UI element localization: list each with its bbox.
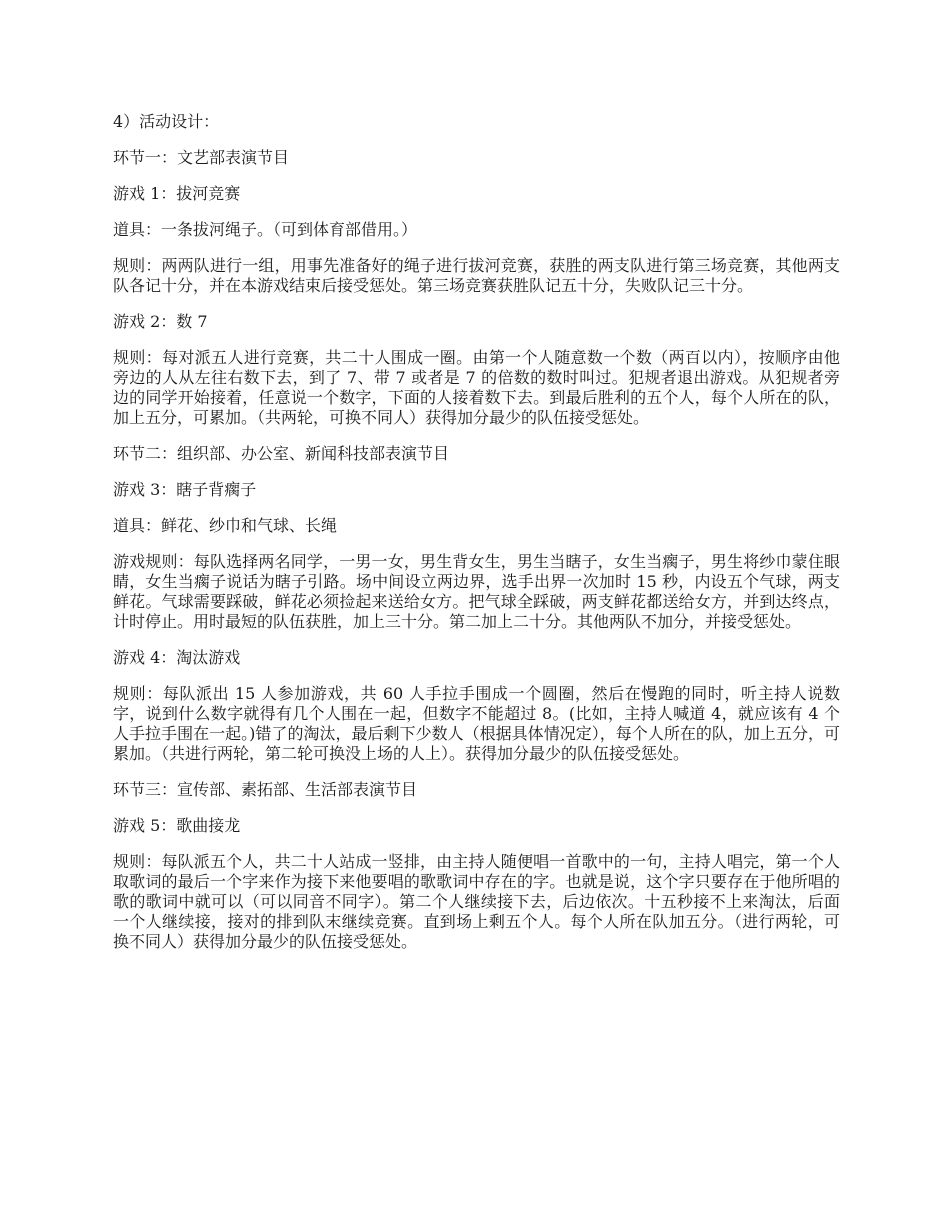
game-rules-3: 游戏规则：每队选择两名同学，一男一女，男生背女生，男生当瞎子，女生当瘸子，男生将纱巾蒙住眼睛，女生当瘸子说话为瞎子引路。场中间设立两边界，选手出界一次加时 15 秒，内设五个气球，两支鲜花。气球需要踩破，鲜花必须捡起来送给女方。把气球全踩破，两支鲜花都送给女方，并到达终点，计时停止。用时最短的队伍获胜，加上三十分。第二加上二十分。其他两队不加分，并接受惩处。	[113, 552, 840, 631]
game-rules-4: 规则：每队派出 15 人参加游戏，共 60 人手拉手围成一个圆圈，然后在慢跑的同时，听主持人说数字，说到什么数字就得有几个人围在一起，但数字不能超过 8。(比如，主持人喊道 4，就应该有 4 个人手拉手围在一起。)错了的淘汰，最后剩下少数人（根据具体情况定），每个人所在的队，加上五分，可累加。（共进行两轮，第二轮可换没上场的人上）。获得加分最少的队伍接受惩处。	[113, 684, 840, 763]
game-props-1: 道具：一条拔河绳子。（可到体育部借用。）	[113, 220, 418, 239]
game-title-1: 游戏 1：拔河竞赛	[113, 184, 241, 203]
game-title-2: 游戏 2：数 7	[113, 312, 208, 331]
game-props-3: 道具：鲜花、纱巾和气球、长绳	[113, 516, 338, 535]
game-title-3: 游戏 3：瞎子背瘸子	[113, 480, 257, 499]
segment-title-3: 环节三：宣传部、素拓部、生活部表演节目	[113, 780, 418, 799]
game-rules-5: 规则：每队派五个人，共二十人站成一竖排，由主持人随便唱一首歌中的一句，主持人唱完，第一个人取歌词的最后一个字来作为接下来他要唱的歌歌词中存在的字。也就是说，这个字只要存在于他所唱的歌的歌词中就可以（可以同音不同字）。第二个人继续接下去，后边依次。十五秒接不上来淘汰，后面一个人继续接，接对的排到队末继续竞赛。直到场上剩五个人。每个人所在队加五分。（进行两轮，可换不同人）获得加分最少的队伍接受惩处。	[113, 852, 840, 951]
document-body	[113, 112, 840, 968]
game-title-5: 游戏 5：歌曲接龙	[113, 816, 241, 835]
section-heading: 4）活动设计：	[113, 112, 220, 131]
segment-title-2: 环节二：组织部、办公室、新闻科技部表演节目	[113, 444, 450, 463]
game-rules-2: 规则：每对派五人进行竞赛，共二十人围成一圈。由第一个人随意数一个数（两百以内），按顺序由他旁边的人从左往右数下去，到了 7、带 7 或者是 7 的倍数的数时叫过。犯规者退出游戏。从犯规者旁边的同学开始接着，任意说一个数字，下面的人接着数下去。到最后胜利的五个人，每个人所在的队，加上五分，可累加。（共两轮，可换不同人）获得加分最少的队伍接受惩处。	[113, 348, 840, 427]
segment-title-1: 环节一：文艺部表演节目	[113, 148, 290, 167]
game-title-4: 游戏 4：淘汰游戏	[113, 648, 241, 667]
game-rules-1: 规则：两两队进行一组，用事先准备好的绳子进行拔河竞赛，获胜的两支队进行第三场竞赛，其他两支队各记十分，并在本游戏结束后接受惩处。第三场竞赛获胜队记五十分，失败队记三十分。	[113, 256, 840, 295]
